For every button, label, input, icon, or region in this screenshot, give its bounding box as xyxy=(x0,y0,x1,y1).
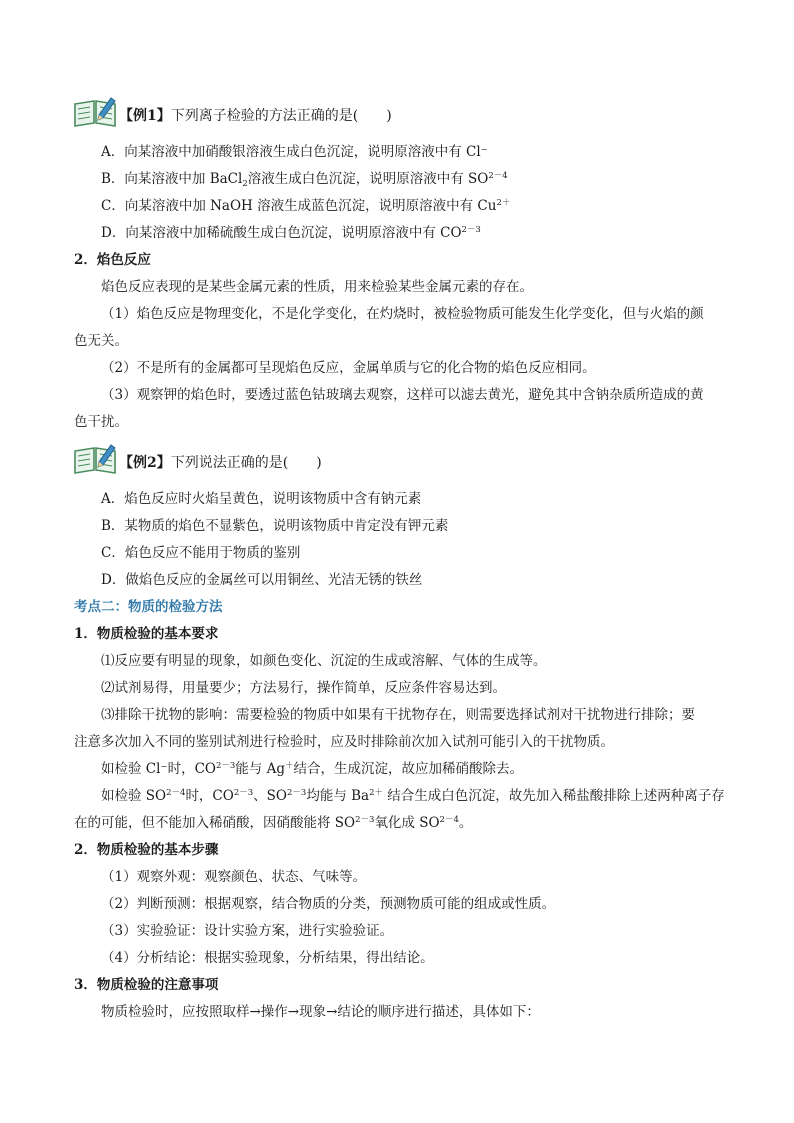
example-2-heading xyxy=(119,454,322,472)
section-2-point-3-line-1: （3）观察钾的焰色时，要透过蓝色钴玻璃去观察，这样可以滤去黄光，避免其中含钠杂质所造成的黄 xyxy=(101,387,704,403)
requirement-3-line-1: ⑶排除干扰物的影响：需要检验的物质中如果有干扰物存在，则需要选择试剂对干扰物进行排除；要 xyxy=(101,707,695,723)
step-2: （2）判断预测：根据观察，结合物质的分类，预测物质可能的组成或性质。 xyxy=(101,896,556,912)
example-2-option-c: C．焰色反应不能用于物质的鉴别 xyxy=(101,545,301,561)
example-1-option-c: C．向某溶液中加 NaOH 溶液生成蓝色沉淀，说明原溶液中有 $Cu^{2+}$ xyxy=(101,198,511,214)
section-2-point-1-line-1: （1）焰色反应是物理变化，不是化学变化，在灼烧时，被检验物质可能发生化学变化，但与火焰的颜 xyxy=(101,306,704,322)
step-3: （3）实验验证：设计实验方案，进行实验验证。 xyxy=(101,923,394,939)
example-2-question: 下列说法正确的是( ) xyxy=(170,455,322,471)
kaodian-2-heading: 考点二：物质的检验方法 xyxy=(74,599,223,615)
section-2-heading: 2．焰色反应 xyxy=(74,252,151,268)
section-2-point-3-line-2: 色干扰。 xyxy=(74,414,128,430)
requirements-heading: 1．物质检验的基本要求 xyxy=(74,626,219,642)
example-2-option-d: D．做焰色反应的金属丝可以用铜丝、光洁无锈的铁丝 xyxy=(101,572,423,588)
example-1-option-b: B．向某溶液中加 BaCl$_2$溶液生成白色沉淀，说明原溶液中有 $SO^{2-4}$ xyxy=(101,171,508,189)
example-2-tag: 【例2】 xyxy=(119,455,171,471)
example-1-question: 下列离子检验的方法正确的是( ) xyxy=(170,108,392,124)
requirement-1: ⑴反应要有明显的现象，如颜色变化、沉淀的生成或溶解、气体的生成等。 xyxy=(101,653,547,669)
notes-text: 物质检验时，应按照取样→操作→现象→结论的顺序进行描述，具体如下： xyxy=(101,1004,540,1020)
steps-heading: 2．物质检验的基本步骤 xyxy=(74,842,219,858)
chloride-test-note: 如检验 Cl⁻时，$CO^{2-3}$能与 Ag＋结合，生成沉淀，故应加稀硝酸除去。 xyxy=(101,761,523,777)
example-1-heading xyxy=(119,107,392,125)
section-2-intro: 焰色反应表现的是某些金属元素的性质，用来检验某些金属元素的存在。 xyxy=(101,279,533,295)
requirement-2: ⑵试剂易得，用量要少；方法易行，操作简单，反应条件容易达到。 xyxy=(101,680,506,696)
example-2-option-a: A．焰色反应时火焰呈黄色，说明该物质中含有钠元素 xyxy=(101,491,422,507)
example-1-option-a: A．向某溶液中加硝酸银溶液生成白色沉淀，说明原溶液中有 Cl⁻ xyxy=(101,144,488,160)
example-2-option-b: B．某物质的焰色不显紫色，说明该物质中肯定没有钾元素 xyxy=(101,518,449,534)
step-4: （4）分析结论：根据实验现象，分析结果，得出结论。 xyxy=(101,950,434,966)
example-1-option-d: D．向某溶液中加稀硫酸生成白色沉淀，说明原溶液中有 $CO^{2-3}$ xyxy=(101,225,481,241)
sulfate-test-note-line-2: 在的可能，但不能加入稀硝酸，因硝酸能将 $SO^{2-3}$氧化成 $SO^{2-4}$。 xyxy=(74,815,473,831)
sulfate-test-note-line-1: 如检验 $SO^{2-4}$时，$CO^{2-3}$、$SO^{2-3}$均能与 $Ba^{2+}$ 结合生成白色沉淀，故先加入稀盐酸排除上述两种离子存 xyxy=(101,788,725,804)
book-pencil-icon xyxy=(73,443,117,475)
notes-heading: 3．物质检验的注意事项 xyxy=(74,977,219,993)
section-2-point-2: （2）不是所有的金属都可呈现焰色反应，金属单质与它的化合物的焰色反应相同。 xyxy=(101,360,596,376)
book-pencil-icon xyxy=(73,96,117,128)
step-1: （1）观察外观：观察颜色、状态、气味等。 xyxy=(101,869,367,885)
section-2-point-1-line-2: 色无关。 xyxy=(74,333,128,349)
example-1-tag: 【例1】 xyxy=(119,108,171,124)
requirement-3-line-2: 注意多次加入不同的鉴别试剂进行检验时，应及时排除前次加入试剂可能引入的干扰物质。 xyxy=(74,734,614,750)
